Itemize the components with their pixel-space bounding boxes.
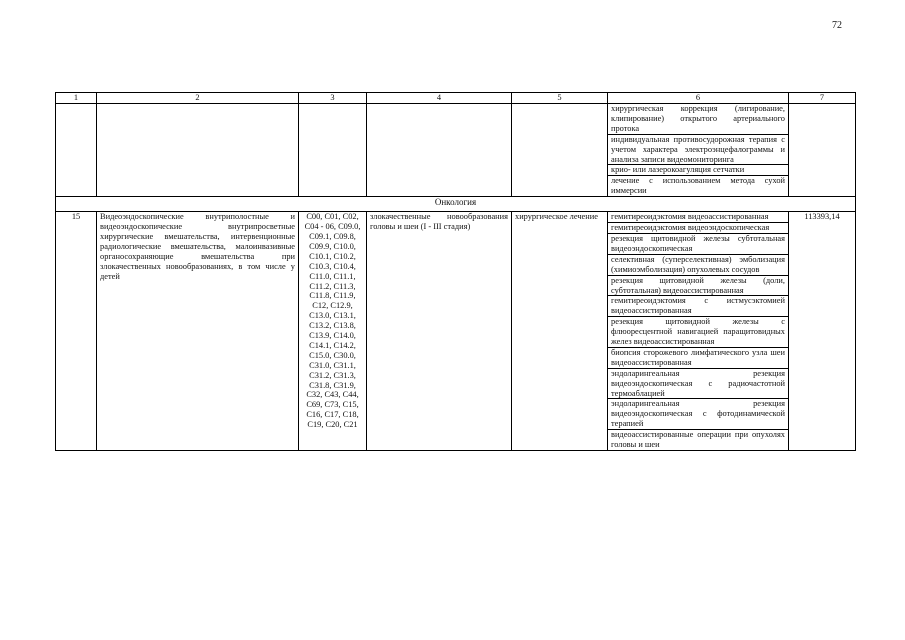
empty-cell xyxy=(367,104,512,197)
header-col-1: 1 xyxy=(56,93,97,104)
method-item: гемитиреоидэктомия видеоэндоскопическая xyxy=(608,223,788,234)
page-number: 72 xyxy=(832,20,842,31)
method-item: лечение с использованием метода сухой иммерсии xyxy=(611,176,785,196)
method-item: резекция щитовидной железы (доли, субтотальная) видеоассистированная xyxy=(608,276,788,297)
method-item: индивидуальная противосудорожная терапия с учетом характера электроэнцефалограммы и анализа записи видеомониторинга xyxy=(608,135,788,166)
header-col-4: 4 xyxy=(367,93,512,104)
method-item: селективная (суперселективная) эмболизация (химиоэмболизация) опухолевых сосудов xyxy=(608,255,788,276)
header-col-7: 7 xyxy=(789,93,856,104)
method-item: резекция щитовидной железы с флюоресцентной навигацией паращитовидных желез видеоассистированная xyxy=(608,317,788,348)
continued-row xyxy=(56,104,856,197)
method-item: биопсия сторожевого лимфатического узла шеи видеоассистированная xyxy=(608,348,788,369)
table-row xyxy=(56,212,856,451)
header-col-6: 6 xyxy=(608,93,789,104)
cost-value: 113393,14 xyxy=(789,212,856,451)
treatment-methods-cell xyxy=(608,212,789,451)
method-item: крио- или лазерокоагуляция сетчатки xyxy=(608,165,788,176)
method-item: резекция щитовидной железы субтотальная видеоэндоскопическая xyxy=(608,234,788,255)
method-item: видеоассистированные операции при опухолях головы и шеи xyxy=(611,430,785,450)
medical-care-table xyxy=(55,92,856,451)
header-row xyxy=(56,93,856,104)
method-item: хирургическая коррекция (лигирование, клипирование) открытого артериального протока xyxy=(608,104,788,135)
treatment-type: хирургическое лечение xyxy=(512,212,608,451)
icd-codes: C00, C01, C02, C04 - 06, C09.0, C09.1, C09.8, C09.9, C10.0, C10.1, C10.2, C10.3, C10.4, C11.0, C11.1, C11.2, C11.3, C11.8, C11.9, C12, C12.9, C13.0, C13.1, C13.2, C13.8, C13.9, C14.0, C14.1, C14.2, C15.0, C30.0, C31.0, C31.1, C31.2, C31.3, C31.8, C31.9, C32, C43, C44, C69, C73, C15, C16, C17, C18, C19, C20, C21 xyxy=(299,212,367,451)
empty-cell xyxy=(97,104,299,197)
header-col-2: 2 xyxy=(97,93,299,104)
method-item: эндоларингеальная резекция видеоэндоскопическая с фотодинамической терапией xyxy=(608,399,788,430)
method-item: гемитиреоидэктомия видеоассистированная xyxy=(608,212,788,223)
patient-model: злокачественные новообразования головы и шеи (I - III стадия) xyxy=(367,212,512,451)
method-item: гемитиреоидэктомия с истмусэктомией видеоассистированная xyxy=(608,296,788,317)
empty-cell xyxy=(56,104,97,197)
method-item: эндоларингеальная резекция видеоэндоскопическая с радиочастотной термоаблацией xyxy=(608,369,788,400)
continued-methods-cell xyxy=(608,104,789,197)
header-col-5: 5 xyxy=(512,93,608,104)
header-col-3: 3 xyxy=(299,93,367,104)
section-row xyxy=(56,197,856,212)
empty-cell xyxy=(299,104,367,197)
care-type-name: Видеоэндоскопические внутриполостные и видеоэндоскопические внутрипросветные хирургические вмешательства, интервенционные радиологические вмешательства, малоинвазивные органосохраняющие вмешательства при злокачественных новообразованиях, в том числе у детей xyxy=(97,212,299,451)
empty-cell xyxy=(789,104,856,197)
section-title: Онкология xyxy=(56,197,856,212)
empty-cell xyxy=(512,104,608,197)
row-number: 15 xyxy=(56,212,97,451)
